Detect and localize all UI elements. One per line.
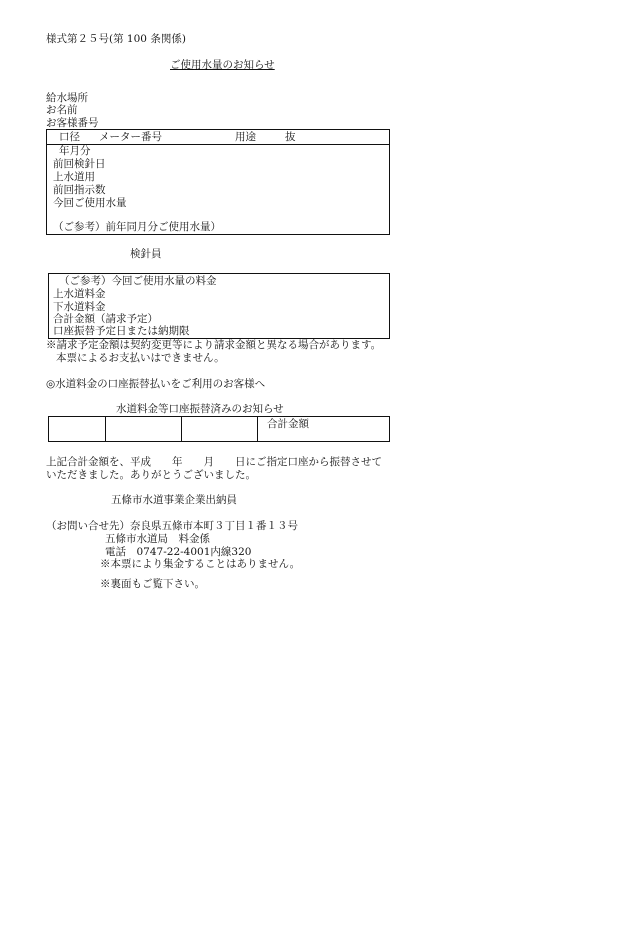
charges-table — [48, 273, 390, 339]
customer-name-label: お名前 — [46, 104, 78, 116]
note-no-payment: 本票によるお支払いはできません。 — [56, 352, 225, 364]
note-billing-difference: ※請求予定金額は契約変更等により請求金額と異なる場合があります。 — [46, 339, 382, 351]
transfer-message-line1: 上記合計金額を、平成 年 月 日にご指定口座から振替させて — [46, 456, 382, 468]
row-current-usage: 今回ご使用水量 — [53, 197, 127, 209]
contact-address: （お問い合せ先）奈良県五條市本町３丁目１番１３号 — [46, 520, 298, 532]
header-diameter: 口径 — [59, 131, 80, 143]
transfer-table-divider — [257, 417, 258, 441]
transfer-table-divider — [105, 417, 106, 441]
supply-location-label: 給水場所 — [46, 92, 88, 104]
transfer-heading: ◎水道料金の口座振替払いをご利用のお客様へ — [46, 378, 266, 390]
contact-department: 五條市水道局 料金係 — [105, 533, 210, 545]
meter-table — [46, 129, 390, 235]
transfer-total-label: 合計金額 — [267, 418, 309, 430]
header-meter-number: メーター番号 — [99, 131, 162, 143]
row-reference-last-year: （ご参考）前年同月分ご使用水量） — [53, 221, 221, 233]
transfer-message-line2: いただきました。ありがとうございました。 — [46, 469, 256, 481]
row-water-supply-use: 上水道用 — [53, 171, 95, 183]
form-number: 様式第２５号(第 100 条関係) — [46, 33, 186, 45]
meter-table-header-divider — [47, 144, 389, 145]
notice-title: ご使用水量のお知らせ — [170, 59, 275, 71]
note-see-back: ※裏面もご覧下さい。 — [100, 578, 205, 590]
transfer-table-divider — [181, 417, 182, 441]
row-previous-reading-date: 前回検針日 — [53, 158, 106, 170]
row-water-charge: 上水道料金 — [53, 288, 106, 300]
charges-title: （ご参考）今回ご使用水量の料金 — [59, 275, 217, 287]
header-usage: 用途 — [235, 131, 256, 143]
transfer-subheading: 水道料金等口座振替済みのお知らせ — [116, 403, 284, 415]
transfer-table — [48, 416, 390, 442]
collector-label: 五條市水道事業企業出納員 — [111, 494, 237, 506]
contact-phone: 電話 0747-22-4001内線320 — [105, 546, 252, 558]
header-extract: 抜 — [285, 131, 296, 143]
row-transfer-date: 口座振替予定日または納期限 — [53, 325, 190, 337]
meter-reader-label: 検針員 — [130, 248, 162, 260]
row-previous-reading: 前回指示数 — [53, 184, 106, 196]
row-total-amount: 合計金額（請求予定） — [53, 313, 158, 325]
note-no-collection: ※本票により集金することはありません。 — [100, 558, 301, 570]
row-sewer-charge: 下水道料金 — [53, 301, 106, 313]
row-billing-month: 年月分 — [59, 145, 91, 157]
customer-number-label: お客様番号 — [46, 117, 99, 129]
